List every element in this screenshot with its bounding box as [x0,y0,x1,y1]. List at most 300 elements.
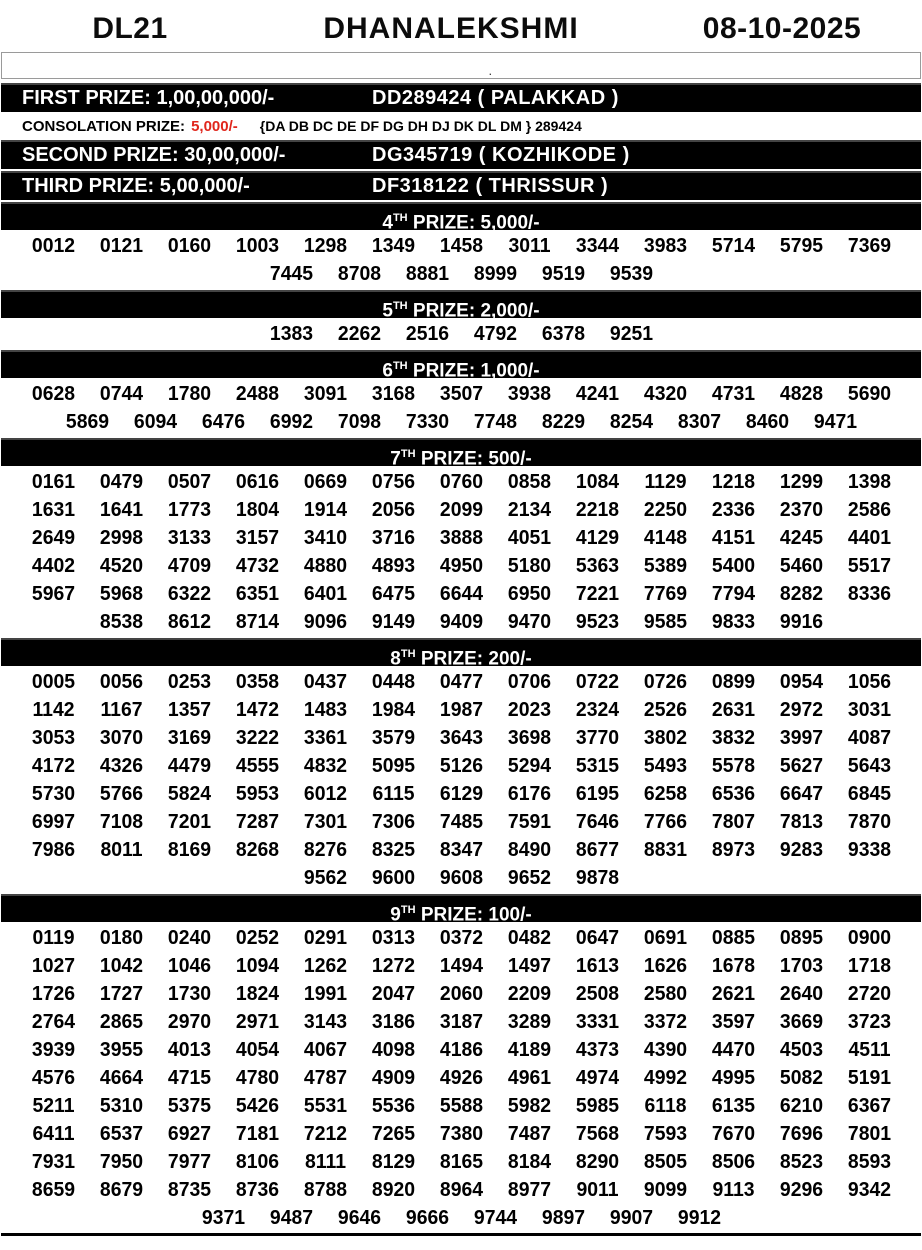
ticket-number: 8708 [337,263,381,285]
ticket-number: 1730 [167,983,211,1005]
tier-suffix: TH [392,212,408,224]
ticket-number: 9878 [575,867,619,889]
ticket-number: 7306 [371,811,415,833]
ticket-number: 2526 [643,699,687,721]
ticket-number: 8290 [575,1151,619,1173]
ticket-number: 7265 [371,1123,415,1145]
ticket-number: 1804 [235,499,279,521]
second-prize-winner: DG345719 ( KOZHIKODE ) [372,144,630,166]
ticket-number: 9342 [847,1179,891,1201]
ticket-number: 0448 [371,671,415,693]
ticket-number: 1678 [711,955,755,977]
ticket-number: 1494 [439,955,483,977]
ticket-number: 3031 [847,699,891,721]
ticket-number: 8184 [507,1151,551,1173]
ticket-number: 6258 [643,783,687,805]
ticket-number: 0161 [31,471,75,493]
ticket-number: 8593 [847,1151,891,1173]
ticket-number: 1483 [303,699,347,721]
ticket-number: 6195 [575,783,619,805]
ticket-number: 4013 [167,1039,211,1061]
ticket-number: 9471 [813,411,857,433]
ticket-number: 6012 [303,783,347,805]
third-prize-winner: DF318122 ( THRISSUR ) [372,175,609,197]
ticket-number: 4792 [473,323,517,345]
ticket-number: 7487 [507,1123,551,1145]
ticket-number: 4780 [235,1067,279,1089]
ticket-number: 4390 [643,1039,687,1061]
ticket-number: 4087 [847,727,891,749]
prize-section-5th [0,290,922,348]
ticket-number: 1299 [779,471,823,493]
ticket-number: 1780 [167,383,211,405]
ticket-number: 9470 [507,611,551,633]
ticket-number: 6401 [303,583,347,605]
ticket-number: 9562 [303,867,347,889]
ticket-number: 6997 [31,811,75,833]
ticket-number: 9652 [507,867,551,889]
ticket-number: 1497 [507,955,551,977]
ticket-number: 1262 [303,955,347,977]
ticket-number: 1914 [303,499,347,521]
ticket-number: 3698 [507,727,551,749]
ticket-number: 2720 [847,983,891,1005]
ticket-number: 9585 [643,611,687,633]
ticket-number: 0726 [643,671,687,693]
ticket-number: 4470 [711,1039,755,1061]
ticket-number: 9409 [439,611,483,633]
ticket-number: 1142 [31,699,75,721]
ticket-number: 0482 [507,927,551,949]
ticket-number: 8506 [711,1151,755,1173]
tier-label: PRIZE: 200/- [415,648,532,670]
ticket-number: 1298 [303,235,347,257]
ticket-number: 2586 [847,499,891,521]
ticket-number: 1027 [31,955,75,977]
ticket-number: 5536 [371,1095,415,1117]
consolation-prize-row [1,114,921,138]
ticket-number: 2060 [439,983,483,1005]
ticket-number: 0180 [99,927,143,949]
ticket-number: 1718 [847,955,891,977]
ticket-number: 4402 [31,555,75,577]
ticket-number: 2649 [31,527,75,549]
ticket-number: 9011 [575,1179,619,1201]
ticket-number: 0691 [643,927,687,949]
ticket-number: 5493 [643,755,687,777]
ticket-number: 5982 [507,1095,551,1117]
ticket-number: 3983 [643,235,687,257]
ticket-number: 0477 [439,671,483,693]
ticket-number: 2970 [167,1011,211,1033]
ticket-number: 4909 [371,1067,415,1089]
ticket-number: 9666 [405,1207,449,1229]
ticket-number: 3832 [711,727,755,749]
ticket-number: 1773 [167,499,211,521]
ticket-number: 5095 [371,755,415,777]
ticket-number: 3331 [575,1011,619,1033]
ticket-number: 9907 [609,1207,653,1229]
ticket-number: 9912 [677,1207,721,1229]
ticket-number: 5126 [439,755,483,777]
ticket-number: 7646 [575,811,619,833]
ticket-number: 8977 [507,1179,551,1201]
tier-ordinal: 5 [382,300,393,322]
ticket-number: 7794 [711,583,755,605]
ticket-number: 7221 [575,583,619,605]
ticket-number: 9251 [609,323,653,345]
ticket-number: 7287 [235,811,279,833]
tier-ordinal: 7 [390,448,401,470]
ticket-number: 3168 [371,383,415,405]
ticket-number: 4880 [303,555,347,577]
ticket-number: 1631 [31,499,75,521]
ticket-number: 6210 [779,1095,823,1117]
ticket-number: 4787 [303,1067,347,1089]
ticket-number: 7670 [711,1123,755,1145]
consolation-series: {DA DB DC DE DF DG DH DJ DK DL DM } 289424 [259,118,582,134]
ticket-number: 0647 [575,927,619,949]
ticket-number: 8347 [439,839,483,861]
ticket-number: 6647 [779,783,823,805]
ticket-number: 5714 [711,235,755,257]
ticket-number: 4893 [371,555,415,577]
ticket-number: 5191 [847,1067,891,1089]
ticket-number: 4098 [371,1039,415,1061]
second-prize-label: SECOND PRIZE: 30,00,000/- [22,144,286,166]
ticket-number: 9744 [473,1207,517,1229]
ticket-number: 5985 [575,1095,619,1117]
ticket-number: 7801 [847,1123,891,1145]
ticket-number: 8714 [235,611,279,633]
ticket-number: 0616 [235,471,279,493]
ticket-number: 0669 [303,471,347,493]
prize-section-4th [0,202,922,288]
ticket-number: 0895 [779,927,823,949]
ticket-number: 8612 [167,611,211,633]
ticket-number: 5968 [99,583,143,605]
tier-label: PRIZE: 1,000/- [407,360,540,382]
ticket-number: 0313 [371,927,415,949]
ticket-number: 5953 [235,783,279,805]
ticket-number: 2631 [711,699,755,721]
ticket-number: 4189 [507,1039,551,1061]
ticket-number: 9600 [371,867,415,889]
tier-suffix: TH [400,648,416,660]
ticket-number: 5766 [99,783,143,805]
ticket-number: 4992 [643,1067,687,1089]
ticket-number: 0005 [31,671,75,693]
ticket-number: 3579 [371,727,415,749]
ticket-number: 6950 [507,583,551,605]
ticket-number: 5426 [235,1095,279,1117]
ticket-number: 7301 [303,811,347,833]
ticket-number: 7445 [269,263,313,285]
ticket-number: 3186 [371,1011,415,1033]
ticket-number: 8659 [31,1179,75,1201]
ticket-number: 0160 [167,235,211,257]
ticket-number: 0954 [779,671,823,693]
ticket-number: 8831 [643,839,687,861]
ticket-number: 1991 [303,983,347,1005]
ticket-number: 3091 [303,383,347,405]
ticket-number: 8336 [847,583,891,605]
ticket-number: 6536 [711,783,755,805]
tier-suffix: TH [400,448,416,460]
ticket-number: 9539 [609,263,653,285]
ticket-number: 7591 [507,811,551,833]
ticket-number: 2998 [99,527,143,549]
ticket-number: 3070 [99,727,143,749]
ticket-number: 7369 [847,235,891,257]
ticket-number: 2580 [643,983,687,1005]
ticket-number: 5315 [575,755,619,777]
ticket-number: 8276 [303,839,347,861]
prize-section-8th [0,638,922,892]
ticket-number: 4051 [507,527,551,549]
consolation-label: CONSOLATION PRIZE: [22,117,186,135]
ticket-number: 3938 [507,383,551,405]
tier-label: PRIZE: 5,000/- [407,212,540,234]
tier-label: PRIZE: 500/- [415,448,532,470]
ticket-number: 6094 [133,411,177,433]
ticket-number: 6411 [31,1123,75,1145]
ticket-number: 0372 [439,927,483,949]
ticket-number: 3716 [371,527,415,549]
ticket-number: 4832 [303,755,347,777]
ticket-number: 4186 [439,1039,483,1061]
ticket-number: 8677 [575,839,619,861]
ticket-number: 8999 [473,263,517,285]
ticket-number: 7950 [99,1151,143,1173]
ticket-number: 6135 [711,1095,755,1117]
ticket-number: 5795 [779,235,823,257]
ticket-number: 4715 [167,1067,211,1089]
ticket-number: 2764 [31,1011,75,1033]
winning-numbers-9th [0,924,922,1232]
ticket-number: 0900 [847,927,891,949]
ticket-number: 3187 [439,1011,483,1033]
ticket-number: 0744 [99,383,143,405]
ticket-number: 8165 [439,1151,483,1173]
prize-section-6th [0,350,922,436]
ticket-number: 8169 [167,839,211,861]
ticket-number: 8254 [609,411,653,433]
ticket-number: 7807 [711,811,755,833]
ticket-number: 0240 [167,927,211,949]
ticket-number: 4320 [643,383,687,405]
ticket-number: 1357 [167,699,211,721]
ticket-number: 2218 [575,499,619,521]
first-prize-label: FIRST PRIZE: 1,00,00,000/- [22,87,275,109]
ticket-number: 7769 [643,583,687,605]
ticket-number: 1626 [643,955,687,977]
ticket-number: 8111 [304,1151,346,1173]
ticket-number: 5730 [31,783,75,805]
ticket-number: 9338 [847,839,891,861]
ticket-number: 7380 [439,1123,483,1145]
tier-label: PRIZE: 2,000/- [407,300,540,322]
prize-section-7th [0,438,922,636]
ticket-number: 2250 [643,499,687,521]
ticket-number: 5211 [31,1095,75,1117]
ticket-number: 3344 [575,235,619,257]
ticket-number: 7098 [337,411,381,433]
ticket-number: 3289 [507,1011,551,1033]
ticket-number: 2640 [779,983,823,1005]
stray-dot: . [488,63,493,78]
tier-suffix: TH [392,300,408,312]
ticket-number: 8523 [779,1151,823,1173]
ticket-number: 5294 [507,755,551,777]
tier-ordinal: 9 [390,904,401,926]
ticket-number: 2516 [405,323,449,345]
ticket-number: 2972 [779,699,823,721]
ticket-number: 9371 [201,1207,245,1229]
ticket-number: 3997 [779,727,823,749]
ticket-number: 0056 [99,671,143,693]
ticket-number: 4172 [31,755,75,777]
prize-tier-header-4th [1,202,921,234]
ticket-number: 2865 [99,1011,143,1033]
ticket-number: 6378 [541,323,585,345]
ticket-number: 1003 [235,235,279,257]
ticket-number: 4828 [779,383,823,405]
ticket-number: 1042 [99,955,143,977]
ticket-number: 5869 [65,411,109,433]
ticket-number: 5375 [167,1095,211,1117]
ticket-number: 8964 [439,1179,483,1201]
ticket-number: 3133 [167,527,211,549]
ticket-number: 9296 [779,1179,823,1201]
ticket-number: 4732 [235,555,279,577]
ticket-number: 4520 [99,555,143,577]
ticket-number: 5627 [779,755,823,777]
ticket-number: 6845 [847,783,891,805]
prize-tier-header-5th [1,290,921,322]
ticket-number: 3802 [643,727,687,749]
ticket-number: 2056 [371,499,415,521]
winning-numbers-5th [0,320,922,348]
ticket-number: 3157 [235,527,279,549]
ticket-number: 1472 [235,699,279,721]
ticket-number: 1046 [167,955,211,977]
ticket-number: 4511 [847,1039,891,1061]
ticket-number: 8538 [99,611,143,633]
ticket-number: 0706 [507,671,551,693]
first-prize-winner: DD289424 ( PALAKKAD ) [372,87,619,109]
ticket-number: 0252 [235,927,279,949]
ticket-number: 0291 [303,927,347,949]
ticket-number: 8505 [643,1151,687,1173]
ticket-number: 1984 [371,699,415,721]
ticket-number: 4664 [99,1067,143,1089]
ticket-number: 2336 [711,499,755,521]
ticket-number: 9487 [269,1207,313,1229]
ticket-number: 6118 [643,1095,687,1117]
ticket-number: 4067 [303,1039,347,1061]
ticket-number: 5531 [303,1095,347,1117]
ticket-number: 1218 [711,471,755,493]
ticket-number: 9096 [303,611,347,633]
ticket-number: 0121 [99,235,143,257]
ticket-number: 0628 [31,383,75,405]
bottom-divider [1,1233,921,1236]
ticket-number: 1167 [99,699,143,721]
ticket-number: 4054 [235,1039,279,1061]
third-prize-label: THIRD PRIZE: 5,00,000/- [22,175,250,197]
ticket-number: 4995 [711,1067,755,1089]
ticket-number: 1641 [99,499,143,521]
ticket-number: 8129 [371,1151,415,1173]
ticket-number: 7696 [779,1123,823,1145]
ticket-number: 2209 [507,983,551,1005]
ticket-number: 0253 [167,671,211,693]
ticket-number: 2324 [575,699,619,721]
ticket-number: 9519 [541,263,585,285]
ticket-number: 5824 [167,783,211,805]
ticket-number: 4576 [31,1067,75,1089]
ticket-number: 6367 [847,1095,891,1117]
ticket-number: 7977 [167,1151,211,1173]
ticket-number: 2099 [439,499,483,521]
ticket-number: 5460 [779,555,823,577]
ticket-number: 6537 [99,1123,143,1145]
ticket-number: 4148 [643,527,687,549]
ticket-number: 8788 [303,1179,347,1201]
lottery-name: DHANALEKSHMI [323,12,579,45]
ticket-number: 6129 [439,783,483,805]
ticket-number: 7766 [643,811,687,833]
ticket-number: 3723 [847,1011,891,1033]
ticket-number: 6927 [167,1123,211,1145]
ticket-number: 3169 [167,727,211,749]
ticket-number: 4950 [439,555,483,577]
ticket-number: 8268 [235,839,279,861]
ticket-number: 2047 [371,983,415,1005]
ticket-number: 3011 [507,235,551,257]
ticket-number: 8736 [235,1179,279,1201]
ticket-number: 8490 [507,839,551,861]
ticket-number: 0358 [235,671,279,693]
ticket-number: 2262 [337,323,381,345]
ticket-number: 5400 [711,555,755,577]
ticket-number: 0760 [439,471,483,493]
ticket-number: 7931 [31,1151,75,1173]
ticket-number: 9099 [643,1179,687,1201]
ticket-number: 7870 [847,811,891,833]
ticket-number: 2971 [235,1011,279,1033]
consolation-amount: 5,000/- [191,117,238,135]
ticket-number: 0437 [303,671,347,693]
ticket-number: 8679 [99,1179,143,1201]
ticket-number: 6476 [201,411,245,433]
ticket-number: 9833 [711,611,755,633]
ticket-number: 5643 [847,755,891,777]
ticket-number: 9523 [575,611,619,633]
ticket-number: 1727 [99,983,143,1005]
ticket-number: 1129 [643,471,687,493]
ticket-number: 4401 [847,527,891,549]
ticket-number: 2508 [575,983,619,1005]
ticket-number: 7485 [439,811,483,833]
ticket-number: 2370 [779,499,823,521]
tier-ordinal: 6 [382,360,393,382]
ticket-number: 8735 [167,1179,211,1201]
ticket-number: 1383 [269,323,313,345]
ticket-number: 3770 [575,727,619,749]
ticket-number: 8325 [371,839,415,861]
